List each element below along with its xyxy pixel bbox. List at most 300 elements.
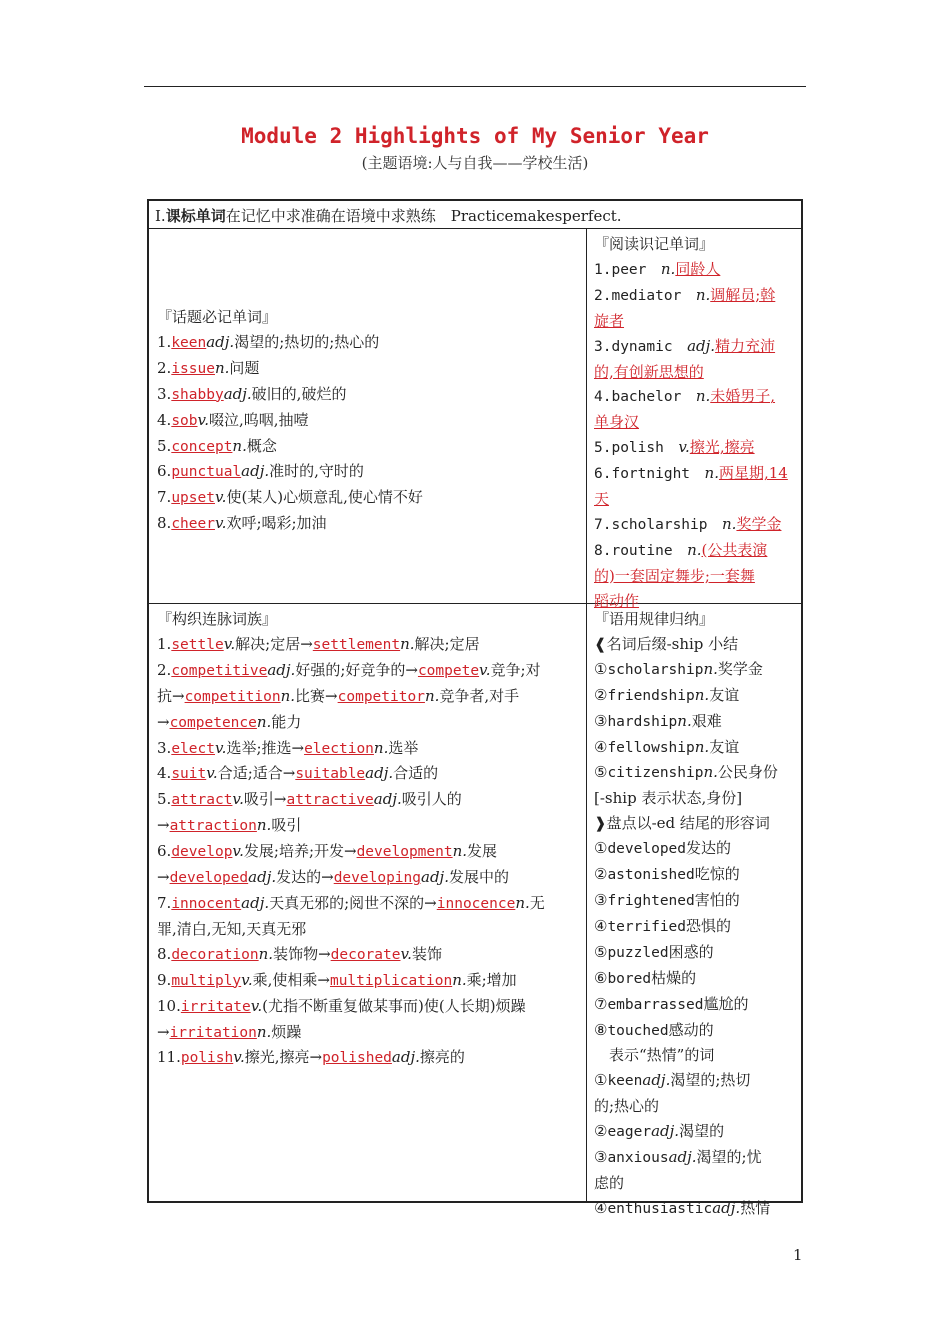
part-of-speech: v. [400,944,412,963]
word-family-line [157,917,582,942]
text-segment: 装饰 [411,944,442,963]
reading-word-line [594,487,795,512]
vocab-word: 2.mediator [594,287,696,304]
word-family-list [157,632,582,1071]
part-of-speech: v. [214,738,227,757]
vocab-word: attract [171,792,233,809]
text-segment: 友谊 [709,737,740,756]
english-word: terrified [607,918,687,935]
usage-rules-list [594,632,795,1222]
part-of-speech: n. [256,1022,272,1041]
usage-rule-line [594,786,795,811]
text-segment: ⑤ [594,942,608,961]
part-of-speech: adj. [687,336,716,355]
item-number: 6. [157,462,172,481]
part-of-speech: n. [452,970,467,989]
text-segment: 发展 [467,842,498,861]
section-header [149,201,801,229]
part-of-speech: adj. [241,462,270,481]
vocab-word: decoration [171,946,259,963]
topic-word-item [157,511,582,537]
answer-text: (公共表演 [701,540,768,559]
topic-word-item [157,356,582,382]
text-segment: 装饰物→ [273,944,331,963]
text-segment: 奖学金 [717,659,763,678]
part-of-speech: n. [703,659,718,678]
part-of-speech: n. [687,540,702,559]
text-segment: (尤指不断重复做某事而)使(人长期)烦躁 [262,996,526,1015]
word-family-line [157,839,582,865]
word-family-line [157,1045,582,1071]
english-word: developed [607,841,687,858]
usage-rules-heading: 『语用规律归纳』 [594,610,715,628]
text-segment: ① [594,659,608,678]
usage-rule-line [594,1171,795,1196]
part-of-speech: v. [197,410,209,429]
vocab-word: 5.polish [594,440,679,457]
text-segment: → [157,712,170,731]
text-segment: ④ [594,916,608,935]
part-of-speech: v. [479,660,491,679]
text-segment: ❰名词后缀-ship 小结 [594,634,739,653]
reading-word-line [594,538,795,564]
english-word: friendship [607,687,695,704]
text-segment: 4. [157,764,172,783]
section-label: Ⅰ. [155,207,166,225]
text-segment: 2. [157,660,172,679]
usage-rule-line [594,709,795,735]
part-of-speech: n. [280,686,296,705]
word-family-line [157,968,582,994]
word-family-line [157,787,582,813]
page-subtitle: (主题语境:人与自我——学校生活) [361,154,589,172]
part-of-speech: n. [400,634,415,653]
usage-rule-line [594,683,795,709]
word-meaning: 啜泣,呜咽,抽噎 [208,410,309,429]
text-segment: ② [594,865,608,884]
usage-rule-line [594,940,795,966]
usage-rule-line [594,888,795,914]
section-title: 课标单词 [165,207,226,225]
reading-words-cell [587,229,801,610]
part-of-speech: v. [214,514,227,533]
part-of-speech: v. [223,634,236,653]
text-segment: → [157,868,170,887]
usage-rule-line [594,862,795,888]
vocab-word: multiply [171,972,242,989]
vocab-word: election [304,740,374,757]
text-segment: 害怕的 [694,890,740,909]
reading-words-list [594,257,795,614]
usage-rule-line [594,1068,795,1094]
topic-word-item [157,330,582,356]
text-segment: 吸引人的 [401,790,462,809]
text-segment: 热情 [740,1198,771,1217]
usage-rules-cell [587,604,801,1217]
vocab-word: elect [171,740,215,757]
text-segment: 合适的 [393,764,439,783]
part-of-speech: v. [232,842,244,861]
vocab-word: decorate [330,946,401,963]
vocab-word: suitable [295,766,366,783]
answer-text: 天 [594,490,610,509]
text-segment: 3. [157,738,172,757]
text-segment: 竞争者,对手 [439,686,520,705]
word-family-line [157,942,582,968]
reading-word-line [594,410,795,435]
topic-words-cell [149,229,586,603]
word-family-line [157,813,582,839]
usage-rule-line [594,632,795,657]
text-segment: 解决;定居 [414,634,480,653]
usage-rule-line [594,966,795,992]
part-of-speech: v. [233,1048,245,1067]
part-of-speech: adj. [712,1198,741,1217]
text-segment: 渴望的 [679,1122,725,1141]
text-segment: ③ [594,890,608,909]
item-number: 8. [157,514,172,533]
english-word: eager [607,1124,652,1141]
text-segment: ⑦ [594,994,608,1013]
vocab-word: competence [169,714,257,731]
reading-word-line [594,435,795,461]
part-of-speech: adj. [421,868,449,887]
text-segment: 公民身份 [717,763,778,782]
part-of-speech: n. [232,436,247,455]
text-segment: 9. [157,970,172,989]
english-word: scholarship [607,661,704,678]
text-segment: ④ [594,1198,608,1217]
part-of-speech: adj. [668,1148,697,1167]
item-number: 2. [157,358,172,377]
part-of-speech: n. [695,285,711,304]
word-family-line [157,994,582,1020]
text-segment: 发达的→ [276,868,334,887]
vocab-word: 7.scholarship [594,516,722,533]
answer-text: 的,有创新思想的 [594,362,704,381]
text-segment: 7. [157,893,172,912]
vocab-word: 4.bachelor [594,389,696,406]
reading-words-heading: 『阅读识记单词』 [594,235,715,253]
english-word: touched [607,1022,669,1039]
word-meaning: 概念 [246,436,277,455]
usage-rule-line [594,1119,795,1145]
word-meaning: 准时的,守时的 [269,462,364,481]
part-of-speech: n. [694,737,710,756]
text-segment: 的;热心的 [594,1097,660,1116]
word-family-line [157,1020,582,1046]
word-family-line [157,736,582,762]
item-number: 7. [157,488,172,507]
part-of-speech: adj. [391,1048,420,1067]
part-of-speech: n. [703,763,718,782]
vocab-word: competition [184,688,281,705]
text-segment: 解决;定居→ [235,634,313,653]
text-segment: ⑥ [594,968,608,987]
word-family-line [157,684,582,710]
usage-rule-line [594,760,795,786]
text-segment: ① [594,839,608,858]
reading-word-line [594,564,795,589]
answer-text: 调解员;斡 [710,285,776,304]
part-of-speech: n. [694,685,710,704]
text-segment: 好强的;好竞争的→ [295,660,418,679]
part-of-speech: adj. [206,332,235,351]
part-of-speech: adj. [241,893,270,912]
vocab-word: suit [171,766,207,783]
text-segment: 选举;推选→ [226,738,305,757]
english-word: enthusiastic [607,1200,713,1217]
part-of-speech: v. [206,764,218,783]
part-of-speech: adj. [651,1122,680,1141]
text-segment: 恐惧的 [686,916,732,935]
part-of-speech: v. [678,438,690,457]
vocab-word: competitive [171,662,268,679]
text-segment: ⑧ [594,1020,608,1039]
text-segment: 发展中的 [448,868,509,887]
part-of-speech: v. [232,790,244,809]
part-of-speech: adj. [267,660,296,679]
vocab-word: sob [171,412,198,429]
text-segment: ③ [594,711,608,730]
text-segment: ④ [594,737,608,756]
word-family-line [157,632,582,658]
vocab-word: multiplication [329,972,453,989]
vocab-word: innocence [436,895,516,912]
english-word: keen [607,1073,643,1090]
text-segment: 乘,使相乘→ [252,970,330,989]
word-meaning: 欢呼;喝彩;加油 [226,514,327,533]
part-of-speech: n. [256,712,272,731]
reading-word-line [594,257,795,283]
usage-rule-line [594,992,795,1018]
text-segment: 尴尬的 [703,994,749,1013]
text-segment: 选举 [388,738,419,757]
usage-rule-line [594,1196,795,1222]
word-meaning: 破旧的,破烂的 [251,384,347,403]
text-segment: 抗→ [157,686,185,705]
answer-text: 奖学金 [736,514,782,533]
part-of-speech: v. [250,996,263,1015]
item-number: 4. [157,410,172,429]
topic-word-item [157,459,582,485]
word-family-cell [149,604,586,1201]
part-of-speech: n. [258,944,274,963]
text-segment: 枯燥的 [651,968,697,987]
text-segment: 8. [157,944,172,963]
vocab-word: innocent [171,895,242,912]
topic-words-heading: 『话题必记单词』 [157,308,278,326]
reading-word-line [594,309,795,334]
text-segment: → [157,816,170,835]
english-word: hardship [607,713,678,730]
vocab-word: 6.fortnight [594,466,705,483]
text-segment: 1. [157,634,172,653]
text-segment: 罪,清白,无知,天真无邪 [157,919,307,938]
text-segment: 10. [157,996,181,1015]
topic-word-item [157,434,582,460]
topic-word-item [157,382,582,408]
text-segment: 比赛→ [295,686,338,705]
part-of-speech: n. [256,816,272,835]
text-segment: 表示“热情”的词 [594,1046,715,1065]
text-segment: 5. [157,790,172,809]
usage-rule-line [594,1018,795,1044]
vocab-word: 1.peer [594,261,661,278]
page-number: 1 [793,1246,803,1264]
vocab-word: settlement [312,636,401,653]
vocab-word: development [356,844,453,861]
vocab-word: shabby [171,386,224,403]
text-segment: ⑤ [594,763,608,782]
vocab-word: irritation [169,1024,257,1041]
vocab-word: keen [171,334,207,351]
vocab-word: 3.dynamic [594,338,688,355]
word-family-heading: 『构织连脉词族』 [157,610,278,628]
part-of-speech: n. [704,464,719,483]
part-of-speech: n. [695,387,711,406]
text-segment: → [157,1022,170,1041]
part-of-speech: adj. [223,384,252,403]
vocab-word: settle [171,636,224,653]
english-word: embarrassed [607,996,704,1013]
part-of-speech: adj. [373,790,402,809]
vocab-word: attraction [169,818,257,835]
reading-word-line [594,360,795,385]
vocabulary-table [147,199,803,1217]
english-word: puzzled [607,944,669,961]
answer-text: 的)一套固定舞步;一套舞 [594,566,755,585]
text-segment: 6. [157,842,172,861]
text-segment: ③ [594,1148,608,1167]
text-segment: ① [594,1071,608,1090]
vocab-word: competitor [337,688,425,705]
section-text: 在记忆中求准确在语境中求熟练 Practicemakesperfect. [225,207,622,225]
text-segment: 合适;适合→ [217,764,296,783]
usage-rule-line [594,1043,795,1068]
top-rule [144,86,806,87]
answer-text: 擦光,擦亮 [689,438,755,457]
vocab-word: issue [171,360,215,377]
vocab-word: polish [180,1050,234,1067]
part-of-speech: n. [214,358,230,377]
part-of-speech: adj. [248,868,277,887]
vocab-word: developing [333,870,422,887]
text-segment: 发达的 [686,839,732,858]
answer-text: 单身汉 [594,413,640,432]
usage-rule-line [594,1145,795,1171]
usage-rule-line [594,735,795,761]
text-segment: ❱盘点以-ed 结尾的形容词 [594,814,770,833]
part-of-speech: v. [241,970,253,989]
text-segment: 友谊 [709,685,740,704]
word-family-line [157,865,582,891]
usage-rule-line [594,657,795,683]
text-segment: ② [594,1122,608,1141]
vocab-word: concept [171,438,233,455]
part-of-speech: n. [373,738,389,757]
part-of-speech: n. [677,711,692,730]
english-word: fellowship [607,739,695,756]
part-of-speech: v. [214,488,227,507]
reading-word-line [594,283,795,309]
text-segment: ② [594,685,608,704]
answer-text: 两星期,14 [718,464,788,483]
vocab-word: punctual [171,464,242,481]
usage-rule-line [594,914,795,940]
item-number: 1. [157,332,172,351]
page-title: Module 2 Highlights of My Senior Year [241,124,709,148]
reading-word-line [594,334,795,360]
word-family-line [157,710,582,736]
vocab-word: cheer [171,516,215,533]
text-segment: 感动的 [668,1020,714,1039]
part-of-speech: n. [660,259,676,278]
word-family-line [157,658,582,684]
part-of-speech: adj. [365,764,394,783]
topic-word-item [157,408,582,434]
text-segment: 吃惊的 [694,865,740,884]
vocab-word: polished [322,1050,392,1067]
word-meaning: 使(某人)心烦意乱,使心情不好 [226,488,423,507]
part-of-speech: n. [722,514,737,533]
answer-text: 未婚男子, [710,387,776,406]
part-of-speech: n. [515,893,530,912]
answer-text: 同龄人 [675,259,721,278]
text-segment: 乘;增加 [466,970,517,989]
part-of-speech: n. [424,686,440,705]
english-word: citizenship [607,765,704,782]
text-segment: 天真无邪的;阅世不深的→ [269,893,437,912]
reading-word-line [594,461,795,487]
text-segment: 渴望的;忧 [696,1148,762,1167]
part-of-speech: adj. [642,1071,671,1090]
part-of-speech: n. [452,842,468,861]
item-number: 3. [157,384,172,403]
text-segment: 发展;培养;开发→ [243,842,357,861]
text-segment: 无 [529,893,545,912]
english-word: anxious [607,1150,669,1167]
text-segment: 艰难 [691,711,722,730]
usage-rule-line [594,836,795,862]
text-segment: 虑的 [594,1173,625,1192]
answer-text: 旋者 [594,311,625,330]
word-meaning: 问题 [229,358,260,377]
text-segment: [-ship 表示状态,身份] [594,789,743,808]
vocab-word: attractive [286,792,374,809]
english-word: bored [607,970,652,987]
reading-word-line [594,384,795,410]
topic-word-item [157,485,582,511]
text-segment: 擦光,擦亮→ [244,1048,323,1067]
text-segment: 竞争;对 [490,660,541,679]
word-meaning: 渴望的;热切的;热心的 [234,332,380,351]
usage-rule-line [594,811,795,836]
text-segment: 烦躁 [271,1022,302,1041]
text-segment: 11. [157,1048,181,1067]
answer-text: 蹈动作 [594,591,640,610]
vocab-word: 8.routine [594,542,688,559]
vocab-word: upset [171,490,215,507]
english-word: astonished [607,867,695,884]
vocab-word: developed [169,870,249,887]
text-segment: 擦亮的 [419,1048,465,1067]
text-segment: 渴望的;热切 [670,1071,751,1090]
item-number: 5. [157,436,172,455]
vocab-word: develop [171,844,233,861]
vocab-word: compete [417,662,480,679]
vocab-word: irritate [180,998,251,1015]
